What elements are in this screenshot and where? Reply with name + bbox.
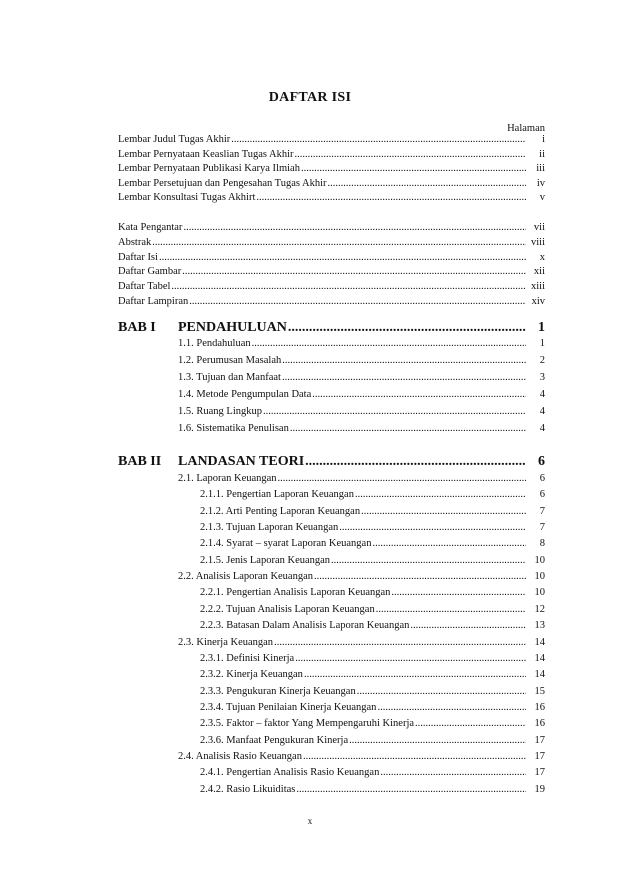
toc-entry[interactable] bbox=[118, 178, 545, 189]
dot-leader bbox=[256, 192, 526, 203]
toc-entry-label: 2.1.1. Pengertian Laporan Keuangan bbox=[200, 489, 354, 501]
toc-entry-page: 14 bbox=[534, 636, 545, 648]
toc-subsubsection[interactable] bbox=[200, 604, 545, 615]
page-number: x bbox=[307, 816, 313, 826]
toc-entry[interactable] bbox=[118, 222, 545, 233]
toc-subsection[interactable] bbox=[178, 372, 545, 383]
toc-entry-label: Lembar Pernyataan Publikasi Karya Ilmiah bbox=[118, 163, 300, 175]
toc-entry[interactable] bbox=[118, 252, 545, 263]
toc-entry-page: 3 bbox=[539, 372, 545, 383]
toc-subsubsection[interactable] bbox=[200, 620, 545, 631]
toc-subsection[interactable] bbox=[178, 637, 545, 648]
toc-entry-page: 4 bbox=[539, 423, 545, 434]
toc-entry-label: 2.3.2. Kinerja Keuangan bbox=[200, 669, 303, 681]
chapter-title: PENDAHULUAN bbox=[178, 320, 287, 335]
toc-entry-page: 17 bbox=[534, 767, 545, 779]
toc-subsubsection[interactable] bbox=[200, 587, 545, 598]
toc-entry[interactable] bbox=[118, 163, 545, 174]
toc-entry-label: 1.3. Tujuan dan Manfaat bbox=[178, 372, 281, 383]
toc-entry-label: Lembar Konsultasi Tugas Akhirt bbox=[118, 192, 256, 204]
dot-leader bbox=[278, 473, 526, 484]
toc-entry-page: 10 bbox=[534, 587, 545, 599]
toc-entry-page: xii bbox=[533, 266, 545, 278]
dot-leader bbox=[312, 389, 526, 400]
toc-entry-page: 6 bbox=[539, 473, 545, 484]
toc-entry-page: 7 bbox=[539, 505, 545, 517]
toc-entry-label: 2.4.1. Pengertian Analisis Rasio Keuangan bbox=[200, 767, 380, 779]
toc-entry[interactable] bbox=[118, 134, 545, 145]
toc-entry[interactable] bbox=[118, 237, 545, 248]
toc-entry-page: 10 bbox=[534, 571, 545, 583]
toc-entry-page: 14 bbox=[534, 652, 545, 664]
dot-leader bbox=[152, 237, 526, 248]
toc-entry-page: 4 bbox=[539, 406, 545, 417]
toc-entry-label: Daftar Tabel bbox=[118, 281, 171, 293]
toc-entry-page: iv bbox=[536, 177, 545, 189]
dot-leader bbox=[377, 702, 526, 713]
toc-entry-page: vii bbox=[533, 222, 545, 233]
dot-leader bbox=[295, 653, 526, 664]
dot-leader bbox=[355, 489, 526, 500]
toc-subsection[interactable] bbox=[178, 751, 545, 762]
toc-entry-page: viii bbox=[530, 236, 545, 248]
toc-entry[interactable] bbox=[118, 149, 545, 160]
dot-leader bbox=[282, 355, 526, 366]
toc-subsubsection[interactable] bbox=[200, 653, 545, 664]
dot-leader bbox=[361, 506, 526, 517]
dot-leader bbox=[274, 637, 526, 648]
dot-leader bbox=[349, 735, 526, 746]
chapter-title: LANDASAN TEORI bbox=[178, 454, 305, 469]
toc-entry-page: 1 bbox=[539, 338, 545, 349]
dot-leader bbox=[331, 555, 526, 566]
dot-leader bbox=[304, 669, 526, 680]
toc-entry-page: xiii bbox=[530, 281, 545, 293]
toc-entry-label: Daftar Lampiran bbox=[118, 296, 189, 307]
page-column-header: Halaman bbox=[507, 123, 545, 134]
dot-leader bbox=[296, 784, 526, 795]
toc-subsubsection[interactable] bbox=[200, 784, 545, 795]
dot-leader bbox=[282, 372, 526, 383]
toc-entry-label: 2.3.5. Faktor – faktor Yang Mempengaruhi Kinerja bbox=[200, 718, 415, 730]
dot-leader bbox=[159, 252, 526, 263]
dot-leader bbox=[380, 767, 526, 778]
toc-subsection[interactable] bbox=[178, 338, 545, 349]
chapter-page: 6 bbox=[538, 454, 545, 469]
toc-subsection[interactable] bbox=[178, 389, 545, 400]
toc-entry-label: Abstrak bbox=[118, 236, 152, 248]
toc-entry-page: v bbox=[539, 192, 545, 204]
toc-entry-label: 1.1. Pendahuluan bbox=[178, 338, 251, 349]
toc-entry-page: 14 bbox=[534, 669, 545, 681]
toc-entry-label: 2.2.2. Tujuan Analisis Laporan Keuangan bbox=[200, 603, 375, 615]
toc-subsection[interactable] bbox=[178, 571, 545, 582]
toc-chapter-bab1[interactable] bbox=[118, 320, 545, 336]
dot-leader bbox=[295, 149, 526, 160]
toc-entry-label: Kata Pengantar bbox=[118, 222, 183, 233]
chapter-page: 1 bbox=[538, 320, 545, 335]
toc-subsubsection[interactable] bbox=[200, 669, 545, 680]
toc-entry-page: 2 bbox=[539, 355, 545, 366]
toc-entry-label: 2.3. Kinerja Keuangan bbox=[178, 636, 274, 648]
toc-entry-label: 2.3.1. Definisi Kinerja bbox=[200, 652, 295, 664]
dot-leader bbox=[372, 538, 526, 549]
toc-entry-page: 12 bbox=[534, 603, 545, 615]
toc-entry-page: xiv bbox=[531, 296, 545, 307]
toc-subsubsection[interactable] bbox=[200, 506, 545, 517]
toc-subsubsection[interactable] bbox=[200, 767, 545, 778]
dot-leader bbox=[263, 406, 526, 417]
chapter-number: BAB II bbox=[118, 454, 162, 469]
dot-leader bbox=[305, 454, 526, 470]
toc-entry-label: 2.1. Laporan Keuangan bbox=[178, 473, 277, 484]
toc-entry-page: 16 bbox=[534, 718, 545, 730]
toc-entry-label: 2.1.4. Syarat – syarat Laporan Keuangan bbox=[200, 538, 372, 550]
toc-entry-page: 6 bbox=[539, 489, 545, 501]
toc-entry-label: Lembar Persetujuan dan Pengesahan Tugas Akhir bbox=[118, 177, 327, 189]
toc-entry-label: 2.1.3. Tujuan Laporan Keuangan bbox=[200, 522, 339, 534]
toc-subsubsection[interactable] bbox=[200, 555, 545, 566]
toc-subsubsection[interactable] bbox=[200, 718, 545, 729]
toc-subsection[interactable] bbox=[178, 406, 545, 417]
toc-entry[interactable] bbox=[118, 266, 545, 277]
toc-entry-page: 4 bbox=[539, 389, 545, 400]
dot-leader bbox=[410, 620, 526, 631]
dot-leader bbox=[290, 423, 526, 434]
dot-leader bbox=[314, 571, 526, 582]
toc-entry-label: 2.1.5. Jenis Laporan Keuangan bbox=[200, 554, 331, 566]
toc-entry-page: x bbox=[539, 251, 545, 263]
toc-subsection[interactable] bbox=[178, 473, 545, 484]
chapter-number: BAB I bbox=[118, 320, 156, 335]
toc-subsubsection[interactable] bbox=[200, 489, 545, 500]
toc-entry-page: 7 bbox=[539, 522, 545, 534]
toc-entry-label: Daftar Gambar bbox=[118, 266, 182, 278]
toc-entry-label: 2.4.2. Rasio Likuiditas bbox=[200, 783, 296, 795]
toc-entry-label: 1.5. Ruang Lingkup bbox=[178, 406, 262, 417]
dot-leader bbox=[328, 178, 526, 189]
dot-leader bbox=[171, 281, 526, 292]
dot-leader bbox=[376, 604, 526, 615]
toc-subsubsection[interactable] bbox=[200, 735, 545, 746]
toc-entry-label: 2.2. Analisis Laporan Keuangan bbox=[178, 571, 314, 583]
toc-entry-page: 8 bbox=[539, 538, 545, 550]
toc-entry-label: 2.1.2. Arti Penting Laporan Keuangan bbox=[200, 505, 361, 517]
toc-entry-label: 1.2. Perumusan Masalah bbox=[178, 355, 282, 366]
toc-entry-label: 1.6. Sistematika Penulisan bbox=[178, 423, 289, 434]
dot-leader bbox=[415, 718, 526, 729]
toc-entry-page: 10 bbox=[534, 554, 545, 566]
toc-entry-label: 2.2.3. Batasan Dalam Analisis Laporan Keuangan bbox=[200, 620, 410, 632]
toc-entry-label: Lembar Pernyataan Keaslian Tugas Akhir bbox=[118, 148, 294, 160]
dot-leader bbox=[189, 296, 526, 307]
toc-entry[interactable] bbox=[118, 281, 545, 292]
dot-leader bbox=[182, 266, 526, 277]
toc-chapter-bab2[interactable] bbox=[118, 454, 545, 470]
dot-leader bbox=[301, 163, 526, 174]
toc-entry-page: 17 bbox=[534, 734, 545, 746]
toc-entry-label: 1.4. Metode Pengumpulan Data bbox=[178, 389, 312, 400]
toc-subsection[interactable] bbox=[178, 423, 545, 434]
toc-entry-page: 16 bbox=[534, 701, 545, 713]
dot-leader bbox=[183, 222, 526, 233]
toc-entry-page: 15 bbox=[534, 685, 545, 697]
toc-entry-label: 2.3.6. Manfaat Pengukuran Kinerja bbox=[200, 734, 349, 746]
dot-leader bbox=[357, 686, 526, 697]
toc-entry-label: 2.4. Analisis Rasio Keuangan bbox=[178, 750, 302, 762]
toc-entry-page: 19 bbox=[534, 783, 545, 795]
toc-entry-label: 2.3.4. Tujuan Penilaian Kinerja Keuangan bbox=[200, 701, 377, 713]
dot-leader bbox=[231, 134, 526, 145]
toc-entry[interactable] bbox=[118, 192, 545, 203]
dot-leader bbox=[391, 587, 526, 598]
toc-entry-page: i bbox=[542, 134, 545, 145]
page-title: DAFTAR ISI bbox=[268, 90, 352, 105]
toc-subsection[interactable] bbox=[178, 355, 545, 366]
toc-subsubsection[interactable] bbox=[200, 522, 545, 533]
toc-entry-label: 2.2.1. Pengertian Analisis Laporan Keuangan bbox=[200, 587, 391, 599]
dot-leader bbox=[339, 522, 526, 533]
toc-entry-page: ii bbox=[539, 148, 545, 160]
toc-entry-page: 13 bbox=[534, 620, 545, 632]
toc-subsubsection[interactable] bbox=[200, 702, 545, 713]
dot-leader bbox=[252, 338, 526, 349]
toc-entry-page: 17 bbox=[534, 750, 545, 762]
toc-subsubsection[interactable] bbox=[200, 686, 545, 697]
toc-entry-label: Lembar Judul Tugas Akhir bbox=[118, 134, 231, 145]
toc-entry-label: Daftar Isi bbox=[118, 251, 158, 263]
toc-entry[interactable] bbox=[118, 296, 545, 307]
toc-subsubsection[interactable] bbox=[200, 538, 545, 549]
dot-leader bbox=[288, 320, 526, 336]
dot-leader bbox=[303, 751, 526, 762]
toc-entry-label: 2.3.3. Pengukuran Kinerja Keuangan bbox=[200, 685, 356, 697]
toc-entry-page: iii bbox=[536, 163, 545, 175]
